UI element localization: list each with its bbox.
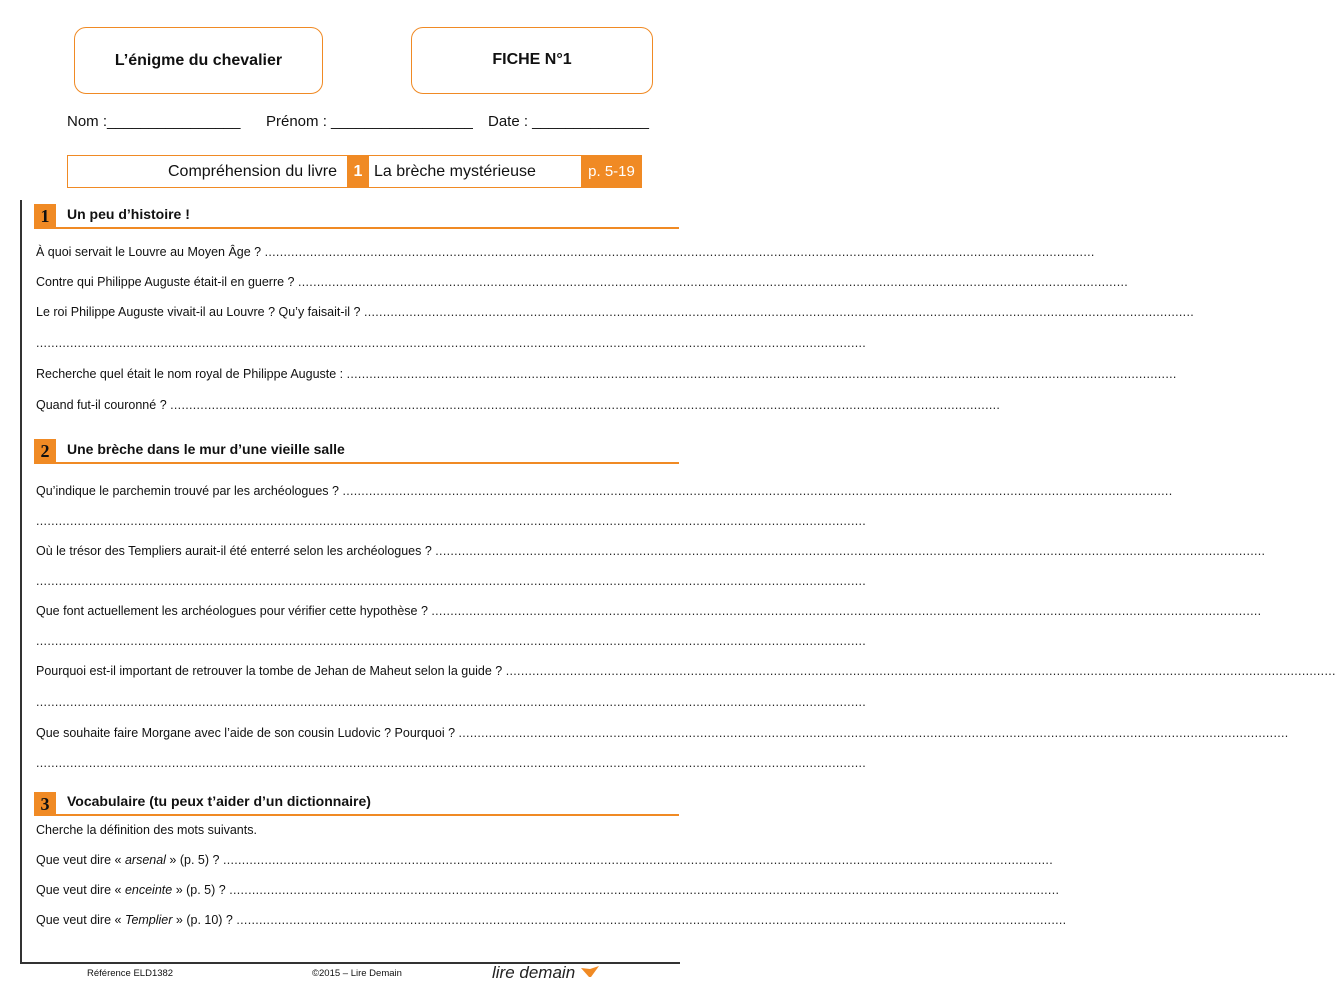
footer-copyright: ©2015 – Lire Demain [312, 968, 402, 979]
answer-line[interactable]: Recherche quel était le nom royal de Philippe Auguste : ............................................................................................................................................................................................................................ [36, 367, 1177, 381]
vocab-line[interactable]: Que veut dire « Templier » (p. 10) ? ............................................................................................................................................................................................................................ [36, 913, 1067, 927]
answer-line[interactable]: ............................................................................................................................................................................................................................ [36, 336, 867, 350]
brand-logo [492, 963, 600, 983]
answer-line[interactable]: Contre qui Philippe Auguste était-il en guerre ? ............................................................................................................................................................................................................................ [36, 275, 1129, 289]
answer-line[interactable]: ............................................................................................................................................................................................................................ [36, 695, 867, 709]
section-3-title: Vocabulaire (tu peux t’aider d’un dictionnaire) [67, 793, 371, 809]
vocab-intro: Cherche la définition des mots suivants. [36, 823, 257, 837]
answer-line[interactable]: Que font actuellement les archéologues pour vérifier cette hypothèse ? ............................................................................................................................................................................................................................ [36, 604, 1262, 618]
sheet-label-box [411, 27, 653, 94]
answer-line[interactable]: Où le trésor des Templiers aurait-il été enterré selon les archéologues ? ............................................................................................................................................................................................................................ [36, 544, 1266, 558]
section-3-number: 3 [34, 792, 56, 816]
firstname-field[interactable]: Prénom : _________________ [266, 113, 473, 130]
section-3-rule [34, 814, 679, 816]
chapter-banner [67, 155, 642, 188]
book-title: L’énigme du chevalier [114, 51, 283, 69]
vocab-line[interactable]: Que veut dire « enceinte » (p. 5) ? ............................................................................................................................................................................................................................ [36, 883, 1060, 897]
chapter-title: La brèche mystérieuse [374, 163, 536, 180]
answer-line[interactable]: ............................................................................................................................................................................................................................ [36, 634, 867, 648]
section-2-rule [34, 462, 679, 464]
footer-reference: Référence ELD1382 [87, 968, 174, 979]
answer-line[interactable]: Pourquoi est-il important de retrouver la tombe de Jehan de Maheut selon la guide ? ............................................................................................................................................................................................................................ [36, 664, 1336, 678]
section-1-title: Un peu d’histoire ! [67, 206, 190, 222]
left-margin-rule [20, 200, 22, 962]
chapter-pages: p. 5-19 [581, 156, 642, 187]
brand-name: lire demain [492, 963, 576, 982]
section-1-number: 1 [34, 204, 56, 228]
sheet-label: FICHE N°1 [492, 51, 572, 68]
answer-line[interactable]: ............................................................................................................................................................................................................................ [36, 574, 867, 588]
answer-line[interactable]: ............................................................................................................................................................................................................................ [36, 756, 867, 770]
answer-line[interactable]: ............................................................................................................................................................................................................................ [36, 514, 867, 528]
answer-line[interactable]: Quand fut-il couronné ? ............................................................................................................................................................................................................................ [36, 398, 1001, 412]
section-2-number: 2 [34, 439, 56, 463]
book-title-box [74, 27, 323, 94]
answer-line[interactable]: À quoi servait le Louvre au Moyen Âge ? ............................................................................................................................................................................................................................ [36, 245, 1095, 259]
brand-book-icon [580, 964, 600, 980]
answer-line[interactable]: Que souhaite faire Morgane avec l’aide de son cousin Ludovic ? Pourquoi ? ............................................................................................................................................................................................................................ [36, 726, 1289, 740]
name-field[interactable]: Nom :________________ [67, 113, 241, 130]
answer-line[interactable]: Qu’indique le parchemin trouvé par les archéologues ? ............................................................................................................................................................................................................................ [36, 484, 1173, 498]
section-2-title: Une brèche dans le mur d’une vieille salle [67, 441, 345, 457]
answer-line[interactable]: Le roi Philippe Auguste vivait-il au Louvre ? Qu’y faisait-il ? ............................................................................................................................................................................................................................ [36, 305, 1194, 319]
chapter-number: 1 [347, 156, 369, 187]
section-label: Compréhension du livre [168, 163, 337, 180]
date-field[interactable]: Date : ______________ [488, 113, 649, 130]
vocab-line[interactable]: Que veut dire « arsenal » (p. 5) ? ............................................................................................................................................................................................................................ [36, 853, 1053, 867]
section-1-rule [34, 227, 679, 229]
